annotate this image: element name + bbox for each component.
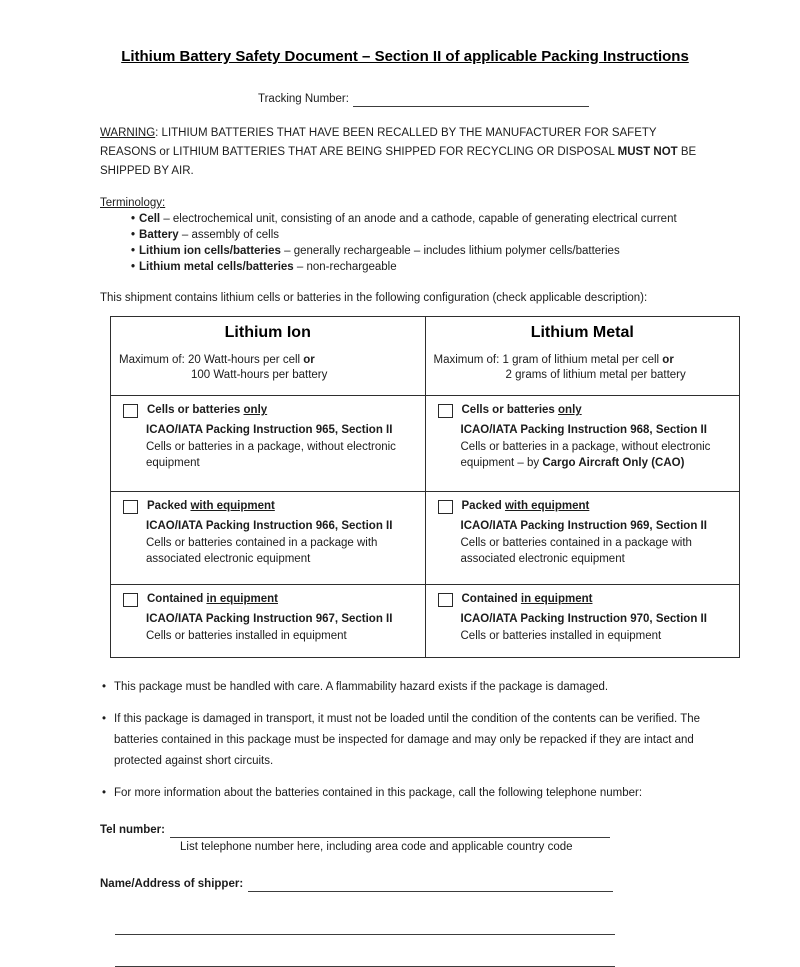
lithium-metal-header-cell (425, 317, 740, 396)
option-label: Packed with equipment (147, 500, 275, 513)
option-cell-pi-968 (425, 396, 740, 492)
lithium-metal-title: Lithium Metal (530, 324, 634, 342)
tracking-number-label: Tracking Number: (258, 93, 349, 105)
bullet-icon: • (102, 681, 107, 694)
checkbox-pi-965[interactable] (123, 404, 138, 418)
max-line-2: 2 grams of lithium metal per battery (505, 369, 686, 382)
terminology-item-lithium-ion (131, 243, 710, 259)
lithium-ion-title: Lithium Ion (224, 324, 311, 342)
note-damaged-in-transport: • If this package is damaged in transport, it must not be loaded until the condition of the contents can be verified. The batteries contained in this package must be inspected for damage and may only be repacked if they are intact and protected against short circuits. (100, 709, 710, 772)
terminology-item-battery (131, 227, 710, 243)
packing-instruction: ICAO/IATA Packing Instruction 966, Section II (146, 520, 393, 533)
lithium-ion-max-block (111, 342, 425, 383)
checkbox-pi-970[interactable] (438, 593, 453, 607)
checkbox-pi-967[interactable] (123, 593, 138, 607)
option-cell-pi-966 (111, 492, 426, 585)
packing-instruction: ICAO/IATA Packing Instruction 970, Section II (460, 613, 707, 626)
warning-emphasis: MUST NOT (617, 146, 678, 159)
tel-number-field[interactable] (170, 824, 610, 838)
warning-label: WARNING (100, 127, 156, 140)
terminology-item-lithium-metal (131, 259, 710, 275)
tracking-number-field[interactable] (353, 93, 589, 107)
packing-instruction: ICAO/IATA Packing Instruction 967, Section II (146, 613, 393, 626)
shipper-address-line-1[interactable] (115, 934, 615, 935)
lithium-metal-max-block (426, 342, 740, 383)
max-line-1: Maximum of: 20 Watt-hours per cell (119, 354, 304, 367)
note-handle-with-care: • This package must be handled with care. A flammability hazard exists if the package is damaged. (100, 677, 710, 698)
option-cell-pi-970 (425, 585, 740, 658)
shipper-label: Name/Address of shipper: (100, 878, 244, 891)
option-label: Cells or batteries only (147, 404, 268, 417)
packing-instruction: ICAO/IATA Packing Instruction 969, Section II (460, 520, 707, 533)
terminology-item-cell (131, 211, 710, 227)
bullet-icon: • (131, 229, 136, 242)
max-or: or (303, 354, 315, 367)
warning-text-2: BE SHIPPED BY AIR. (100, 146, 697, 178)
configuration-table (110, 316, 740, 658)
tracking-number-row (100, 91, 710, 107)
handling-notes (100, 677, 710, 804)
option-label: Contained in equipment (461, 593, 593, 606)
shipper-row (100, 876, 710, 892)
bullet-icon: • (102, 713, 107, 726)
term-definition: – assembly of cells (178, 229, 280, 242)
max-or: or (662, 354, 674, 367)
note-more-information: • For more information about the batteries contained in this package, call the following telephone number: (100, 783, 710, 804)
checkbox-pi-968[interactable] (438, 404, 453, 418)
warning-text-1: : LITHIUM BATTERIES THAT HAVE BEEN RECALLED BY THE MANUFACTURER FOR SAFETY REASONS or LITHIUM BATTERIES THAT ARE BEING SHIPPED FOR RECYCLING OR DISPOSAL (100, 127, 657, 159)
term-name: Cell (139, 213, 161, 226)
checkbox-pi-966[interactable] (123, 500, 138, 514)
tel-number-row (100, 822, 710, 838)
packing-instruction: ICAO/IATA Packing Instruction 965, Section II (146, 424, 393, 437)
term-definition: – non-rechargeable (293, 261, 397, 274)
tel-number-label: Tel number: (100, 824, 165, 837)
option-label: Cells or batteries only (461, 404, 582, 417)
term-definition: – electrochemical unit, consisting of an anode and a cathode, capable of generating electrical current (160, 213, 677, 226)
bullet-icon: • (131, 213, 136, 226)
term-name: Battery (139, 229, 179, 242)
bullet-icon: • (131, 245, 136, 258)
max-line-2: 100 Watt-hours per battery (191, 369, 328, 382)
terminology-heading: Terminology: (100, 197, 166, 210)
lithium-ion-header-cell (111, 317, 426, 396)
configuration-intro: This shipment contains lithium cells or batteries in the following configuration (check applicable description): (100, 292, 648, 305)
option-description: Cells or batteries contained in a package with associated electronic equipment (460, 537, 692, 566)
max-line-1: Maximum of: 1 gram of lithium metal per cell (433, 354, 663, 367)
terminology-section (100, 195, 710, 275)
warning-paragraph (100, 124, 710, 181)
option-description: Cells or batteries contained in a package with associated electronic equipment (146, 537, 378, 566)
option-description: Cells or batteries in a package, without electronic equipment (146, 441, 396, 470)
term-name: Lithium metal cells/batteries (139, 261, 294, 274)
bullet-icon: • (131, 261, 136, 274)
option-label: Contained in equipment (147, 593, 278, 606)
shipper-name-field[interactable] (248, 878, 613, 892)
packing-instruction: ICAO/IATA Packing Instruction 968, Section II (460, 424, 707, 437)
option-cell-pi-965 (111, 396, 426, 492)
term-definition: – generally rechargeable – includes lithium polymer cells/batteries (280, 245, 620, 258)
option-description: Cells or batteries installed in equipment (146, 630, 347, 643)
option-description: Cells or batteries in a package, without electronic equipment – by Cargo Aircraft Only (CAO) (460, 441, 711, 470)
document-title: Lithium Battery Safety Document – Section II of applicable Packing Instructions (121, 48, 689, 65)
term-name: Lithium ion cells/batteries (139, 245, 281, 258)
option-description: Cells or batteries installed in equipment (460, 630, 662, 643)
option-cell-pi-967 (111, 585, 426, 658)
bullet-icon: • (102, 787, 107, 800)
option-label: Packed with equipment (461, 500, 590, 513)
option-cell-pi-969 (425, 492, 740, 585)
checkbox-pi-969[interactable] (438, 500, 453, 514)
tel-number-helper: List telephone number here, including area code and applicable country code (180, 841, 573, 854)
